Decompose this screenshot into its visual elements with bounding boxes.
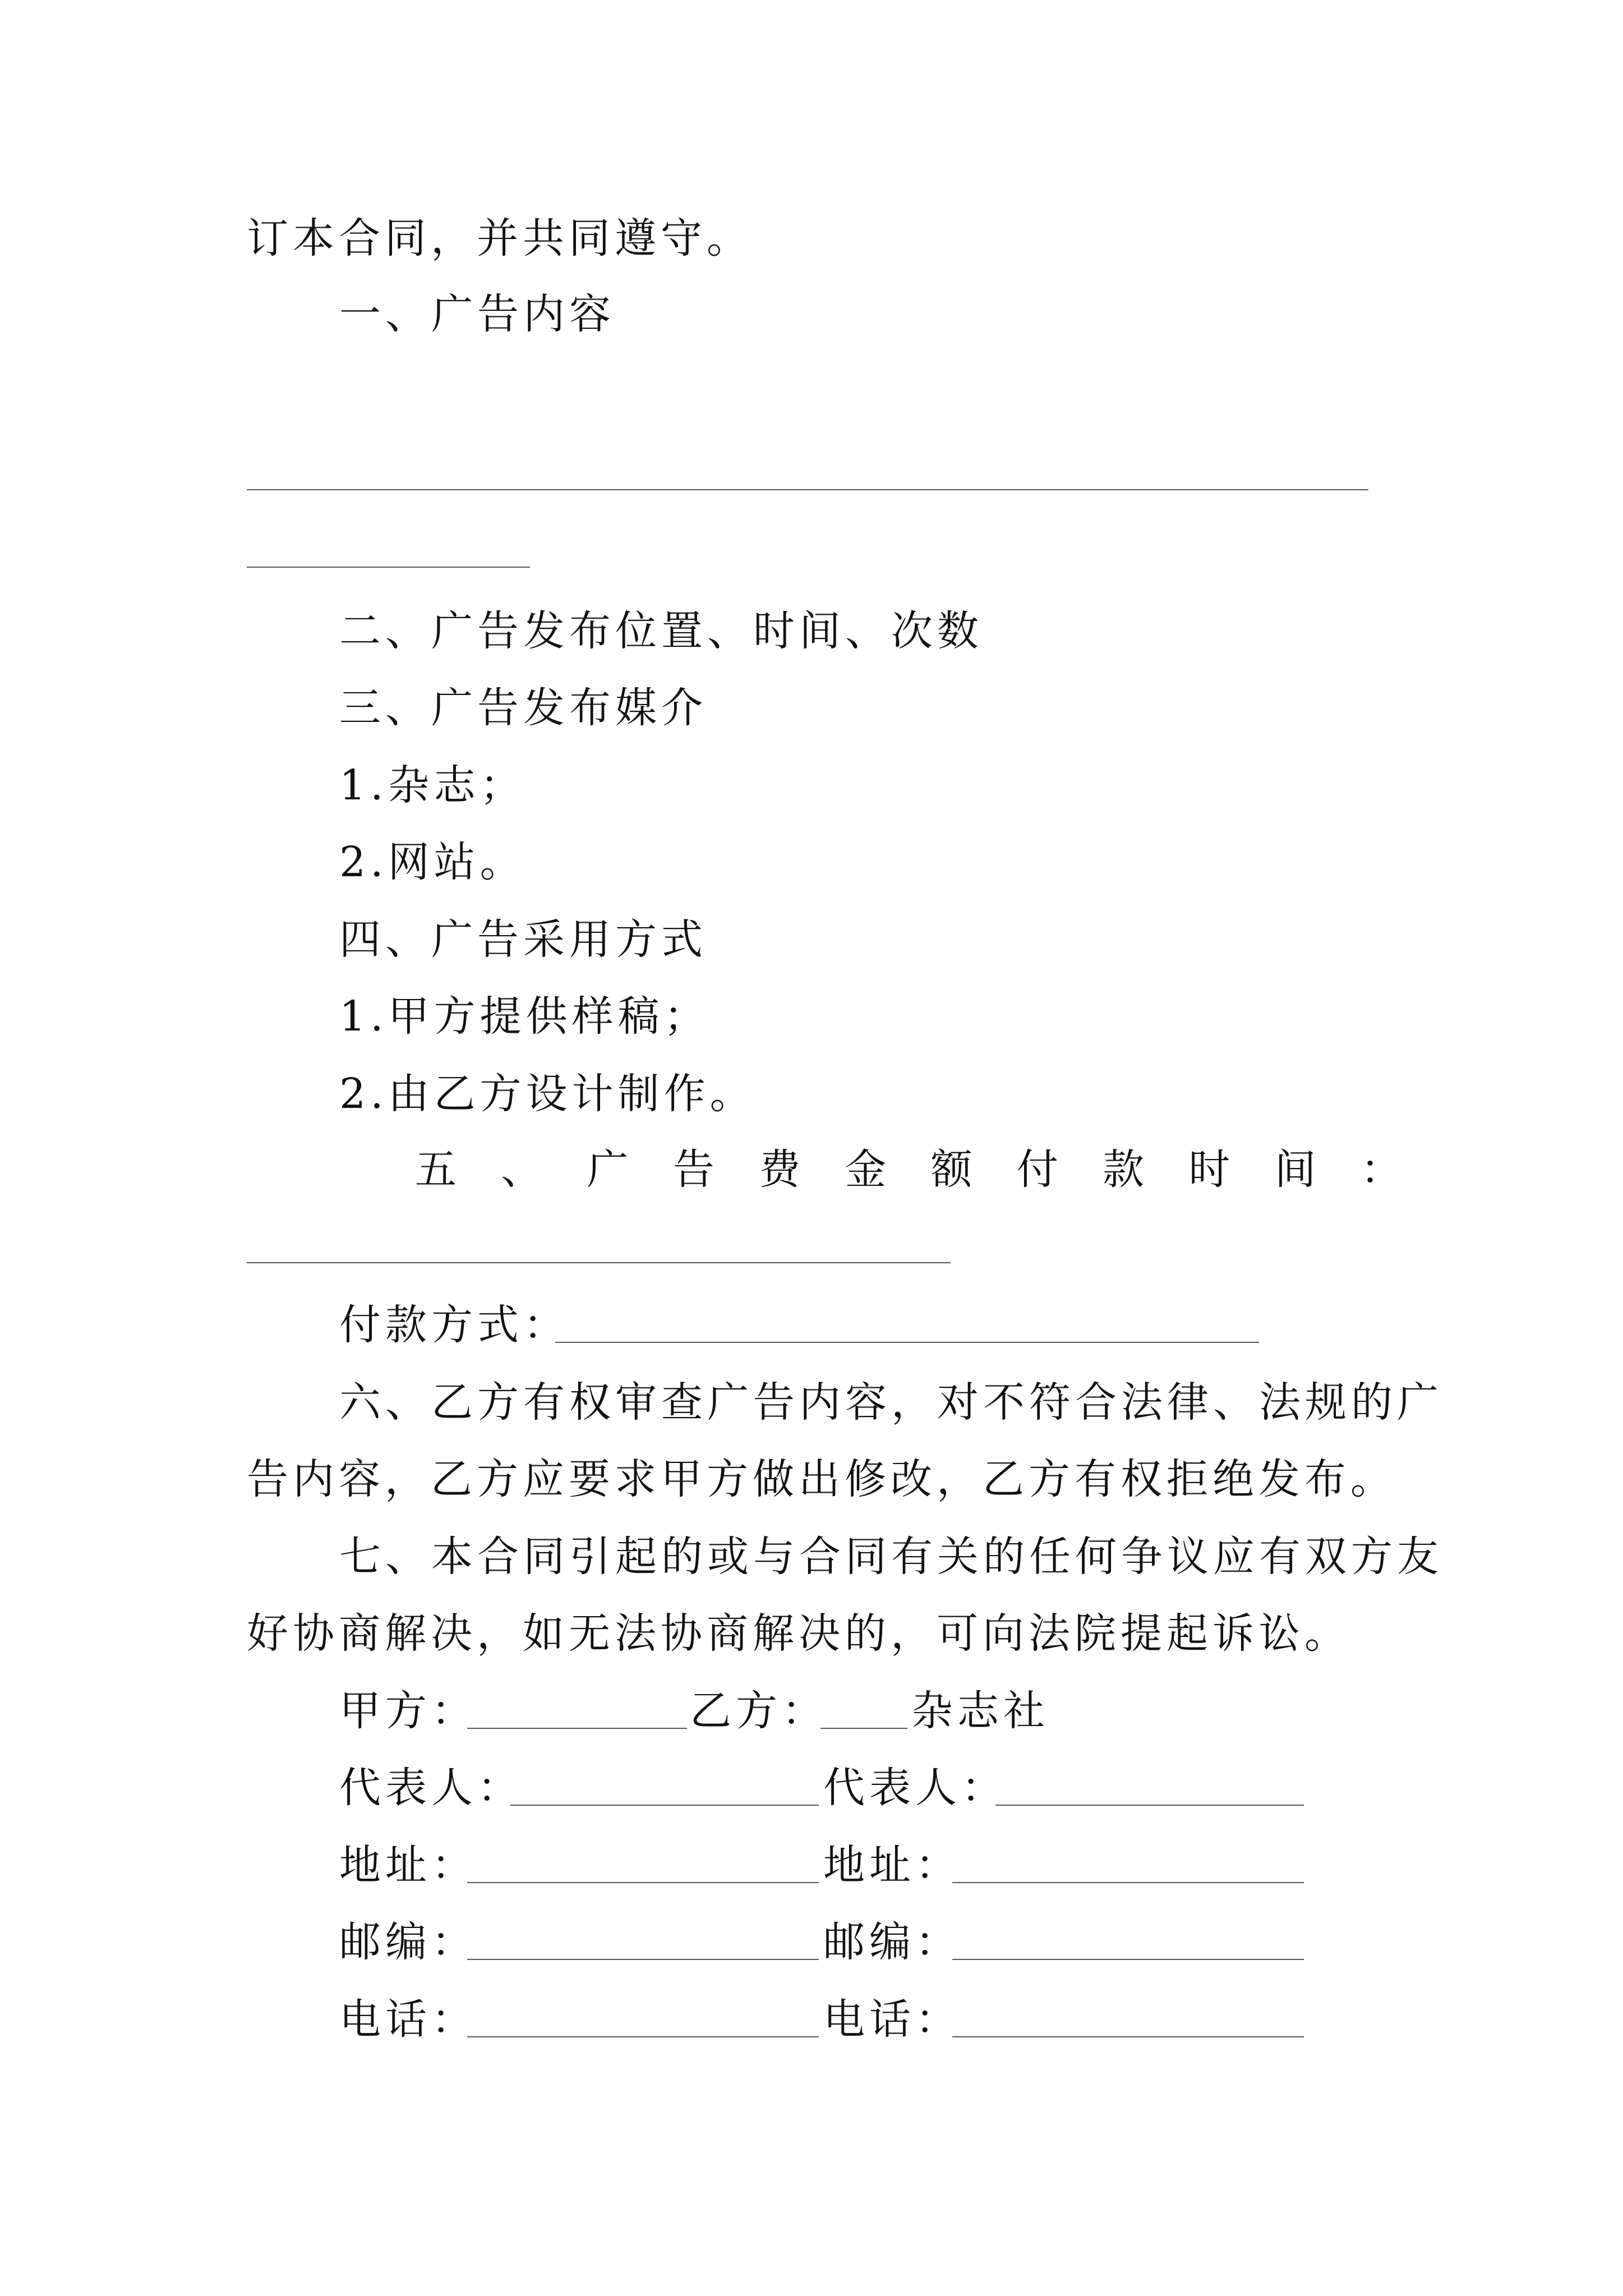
section-6-line-2: 告内容，乙方应要求甲方做出修改，乙方有权拒绝发布。 (247, 1455, 1396, 1503)
section-5-heading (415, 1142, 1402, 1198)
section-5-char: 额 (930, 1145, 972, 1194)
section-2-heading: 二、广告发布位置、时间、次数 (339, 607, 983, 655)
section-5-char: 间 (1274, 1145, 1316, 1194)
rep-label-b: 代表人： (823, 1764, 1007, 1812)
party-a-label: 甲方： (339, 1687, 477, 1735)
tel-label-b: 电话： (823, 1995, 961, 2044)
zip-b-blank-line (952, 1959, 1304, 1960)
ad-content-blank-line-1 (247, 489, 1368, 490)
section-4-heading: 四、广告采用方式 (339, 915, 707, 964)
intro-line: 订本合同，并共同遵守。 (247, 214, 753, 263)
addr-b-blank-line (952, 1882, 1304, 1883)
addr-a-blank-line (467, 1882, 819, 1883)
party-a-blank-line (467, 1728, 687, 1729)
payment-method-label: 付款方式： (339, 1301, 569, 1349)
section-4-item-1: 1.甲方提供样稿； (339, 992, 710, 1041)
tel-label-a: 电话： (339, 1995, 477, 2044)
section-5-char: 五 (415, 1145, 457, 1194)
section-5-char: 广 (587, 1145, 629, 1194)
ad-content-blank-line-2 (247, 567, 530, 568)
addr-label-a: 地址： (339, 1841, 477, 1889)
section-5-char: ： (1360, 1145, 1402, 1194)
rep-a-blank-line (510, 1805, 819, 1806)
section-3-item-1: 1.杂志； (339, 761, 526, 809)
tel-b-blank-line (952, 2036, 1304, 2037)
section-5-char: 金 (845, 1145, 887, 1194)
section-7-line-2: 好协商解决，如无法协商解决的，可向法院提起诉讼。 (247, 1609, 1350, 1658)
section-5-char: 付 (1016, 1145, 1058, 1194)
tel-a-blank-line (467, 2036, 819, 2037)
section-7-line-1: 七、本合同引起的或与合同有关的任何争议应有双方友 (339, 1533, 1443, 1581)
addr-label-b: 地址： (823, 1841, 961, 1889)
section-5-char: 、 (501, 1145, 543, 1194)
payment-method-blank-line (555, 1342, 1259, 1343)
rep-b-blank-line (995, 1805, 1304, 1806)
section-5-char: 时 (1188, 1145, 1230, 1194)
section-5-char: 费 (759, 1145, 801, 1194)
section-6-line-1: 六、乙方有权审查广告内容，对不符合法律、法规的广 (339, 1378, 1443, 1427)
rep-label-a: 代表人： (339, 1764, 523, 1812)
zip-label-b: 邮编： (823, 1918, 961, 1966)
payment-time-blank-line (247, 1262, 951, 1263)
section-4-item-2: 2.由乙方设计制作。 (339, 1070, 756, 1118)
section-1-heading: 一、广告内容 (339, 290, 615, 338)
section-3-item-2: 2.网站。 (339, 838, 526, 886)
zip-a-blank-line (467, 1959, 819, 1960)
zip-label-a: 邮编： (339, 1918, 477, 1966)
payment-method-row (339, 1297, 569, 1353)
party-b-blank-line (820, 1728, 907, 1729)
section-5-char: 款 (1103, 1145, 1145, 1194)
section-3-heading: 三、广告发布媒介 (339, 684, 707, 732)
party-b-suffix: 杂志社 (911, 1687, 1049, 1735)
section-5-char: 告 (672, 1145, 714, 1194)
party-b-label: 乙方： (690, 1687, 828, 1735)
